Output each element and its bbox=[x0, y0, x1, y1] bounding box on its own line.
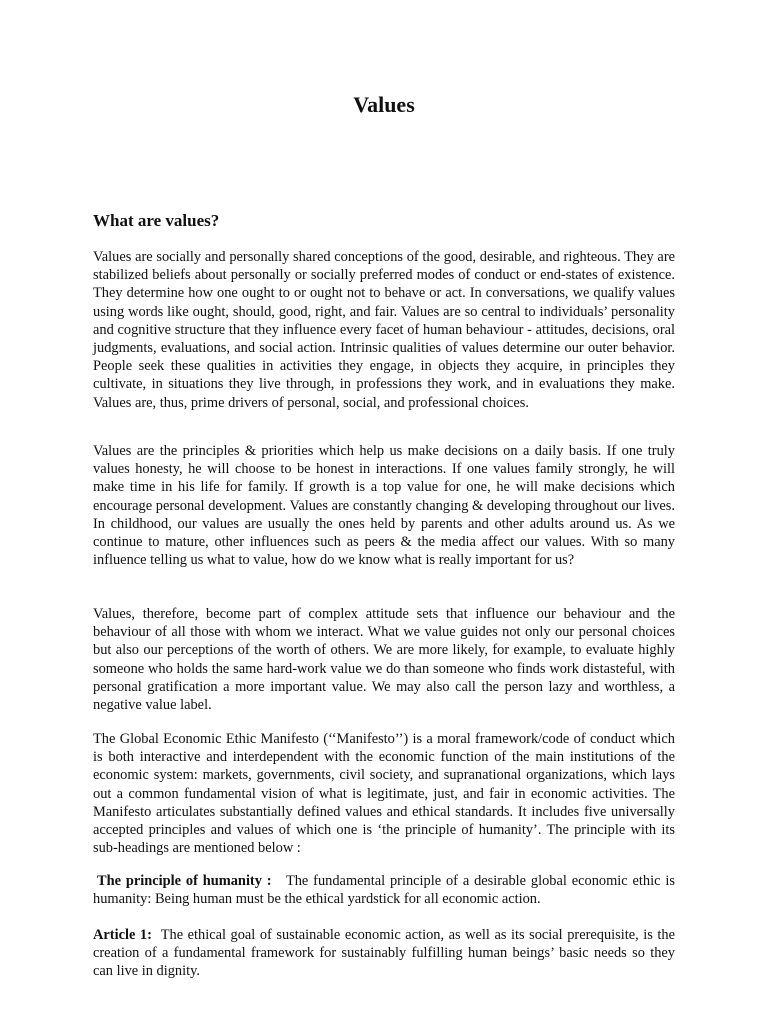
page-title: Values bbox=[353, 92, 415, 117]
paragraph-definition: Values are socially and personally shared conceptions of the good, desirable, and righteous. They are stabilized beliefs about personally or socially preferred modes of conduct or end-states of existence. They determine how one ought to or ought not to behave or act. In conversations, we qualify values using words like ought, should, good, right, and fair. Values are so central to individuals’ personality and cognitive structure that they influence every facet of human behaviour - attitudes, decisions, oral judgments, evaluations, and social action. Intrinsic qualities of values determine our outer behavior. People seek these qualities in activities they engage, in objects they acquire, in principles they cultivate, in situations they live through, in professions they work, and in evaluations they make. Values are, thus, prime drivers of personal, social, and professional choices. bbox=[93, 249, 675, 411]
section-heading: What are values? bbox=[93, 211, 220, 230]
article-text: The ethical goal of sustainable economic action, as well as its social prerequisite, is the creation of a fundamental framework for sustainably fulfilling human beings’ basic needs so they can live in dignity. bbox=[93, 927, 675, 980]
principle-of-humanity bbox=[93, 872, 675, 908]
article-label: Article 1: bbox=[93, 927, 152, 943]
paragraph-attitudes: Values, therefore, become part of complex attitude sets that influence our behaviour and the behaviour of all those with whom we interact. What we value guides not only our personal choices but also our perceptions of the worth of others. We are more likely, for example, to evaluate highly someone who holds the same hard-work value we do than someone who finds work distasteful, with personal gratification a more important value. We may also call the person lazy and worthless, a negative value label. bbox=[93, 606, 675, 714]
paragraph-principles: Values are the principles & priorities which help us make decisions on a daily basis. If one truly values honesty, he will choose to be honest in interactions. If one values family strongly, he will make time in his life for family. If growth is a top value for one, he will make decisions which encourage personal development. Values are constantly changing & developing throughout our lives. In childhood, our values are usually the ones held by parents and other adults around us. As we continue to mature, other influences such as peers & the media affect our values. With so many influence telling us what to value, how do we know what is really important for us? bbox=[93, 443, 675, 569]
principle-label: The principle of humanity : bbox=[97, 873, 272, 889]
principle-text: The fundamental principle of a desirable global economic ethic is humanity: Being human must be the ethical yardstick for all economic action. bbox=[93, 873, 675, 908]
article-1 bbox=[93, 926, 675, 981]
paragraph-manifesto: The Global Economic Ethic Manifesto (‘‘Manifesto’’) is a moral framework/code of conduct which is both interactive and interdependent with the economic function of the main institutions of the economic system: markets, governments, civil society, and supranational organizations, which lays out a common fundamental vision of what is legitimate, just, and fair in economic activities. The Manifesto articulates substantially defined values and ethical standards. It includes five universally accepted principles and values of which one is ‘the principle of humanity’. The principle with its sub-headings are mentioned below : bbox=[93, 731, 675, 857]
